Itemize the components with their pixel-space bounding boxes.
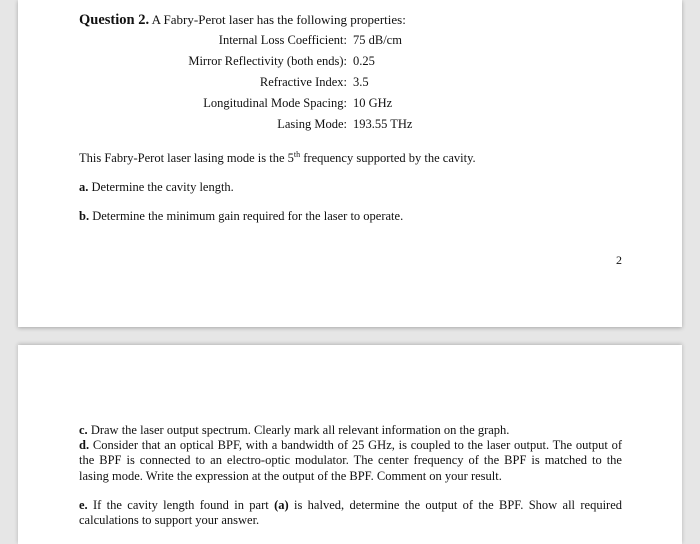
part-e-reference: (a) bbox=[274, 498, 289, 512]
statement-text-end: frequency supported by the cavity. bbox=[300, 151, 476, 166]
cavity-statement bbox=[79, 150, 476, 166]
statement-text: This Fabry-Perot laser lasing mode is the 5 bbox=[79, 151, 294, 166]
property-label: Internal Loss Coefficient: bbox=[218, 33, 347, 47]
part-c-text: Draw the laser output spectrum. Clearly mark all relevant information on the graph. bbox=[87, 423, 510, 437]
part-d-text: Consider that an optical BPF, with a bandwidth of 25 GHz, is coupled to the laser output. The output of the BPF is connected to an electro-optic modulator. The center frequency of the BPF is matched to the lasing mode. Write the expression at the output of the BPF. Comment on your result. bbox=[79, 438, 622, 483]
property-value: 0.25 bbox=[353, 54, 375, 68]
page-number: 2 bbox=[616, 253, 622, 267]
statement-superscript: th bbox=[293, 150, 301, 159]
property-row bbox=[18, 52, 682, 73]
property-value: 3.5 bbox=[353, 75, 369, 89]
question-number: Question 2. bbox=[79, 12, 150, 28]
property-label: Lasing Mode: bbox=[277, 117, 347, 131]
part-c-label: c. bbox=[79, 423, 88, 437]
part-a-text: Determine the cavity length. bbox=[88, 180, 234, 194]
part-e bbox=[79, 498, 622, 529]
property-value: 10 GHz bbox=[353, 96, 393, 110]
part-d-label: d. bbox=[79, 438, 90, 452]
property-label: Longitudinal Mode Spacing: bbox=[203, 96, 347, 110]
part-d bbox=[79, 438, 622, 484]
part-e-text-end: is halved, determine the output of the BPF. Show all required calculations to support your answer. bbox=[79, 498, 623, 528]
property-row bbox=[18, 73, 682, 94]
part-a bbox=[79, 180, 234, 195]
part-b-text: Determine the minimum gain required for the laser to operate. bbox=[89, 209, 404, 223]
part-b-label: b. bbox=[79, 209, 90, 223]
part-a-label: a. bbox=[79, 180, 89, 194]
part-c bbox=[79, 423, 622, 438]
part-b bbox=[79, 209, 403, 224]
properties-list bbox=[18, 31, 682, 136]
question-intro: A Fabry-Perot laser has the following properties: bbox=[151, 12, 406, 27]
property-row bbox=[18, 31, 682, 52]
question-heading bbox=[79, 12, 406, 29]
property-label: Mirror Reflectivity (both ends): bbox=[188, 54, 347, 68]
property-row bbox=[18, 94, 682, 115]
property-value: 75 dB/cm bbox=[353, 33, 402, 47]
property-label: Refractive Index: bbox=[259, 75, 347, 89]
property-value: 193.55 THz bbox=[353, 117, 413, 131]
part-e-label: e. bbox=[79, 498, 88, 512]
property-row bbox=[18, 115, 682, 136]
document-page-2 bbox=[18, 345, 682, 544]
document-page-1 bbox=[18, 0, 682, 327]
part-e-text: If the cavity length found in part bbox=[87, 498, 275, 512]
